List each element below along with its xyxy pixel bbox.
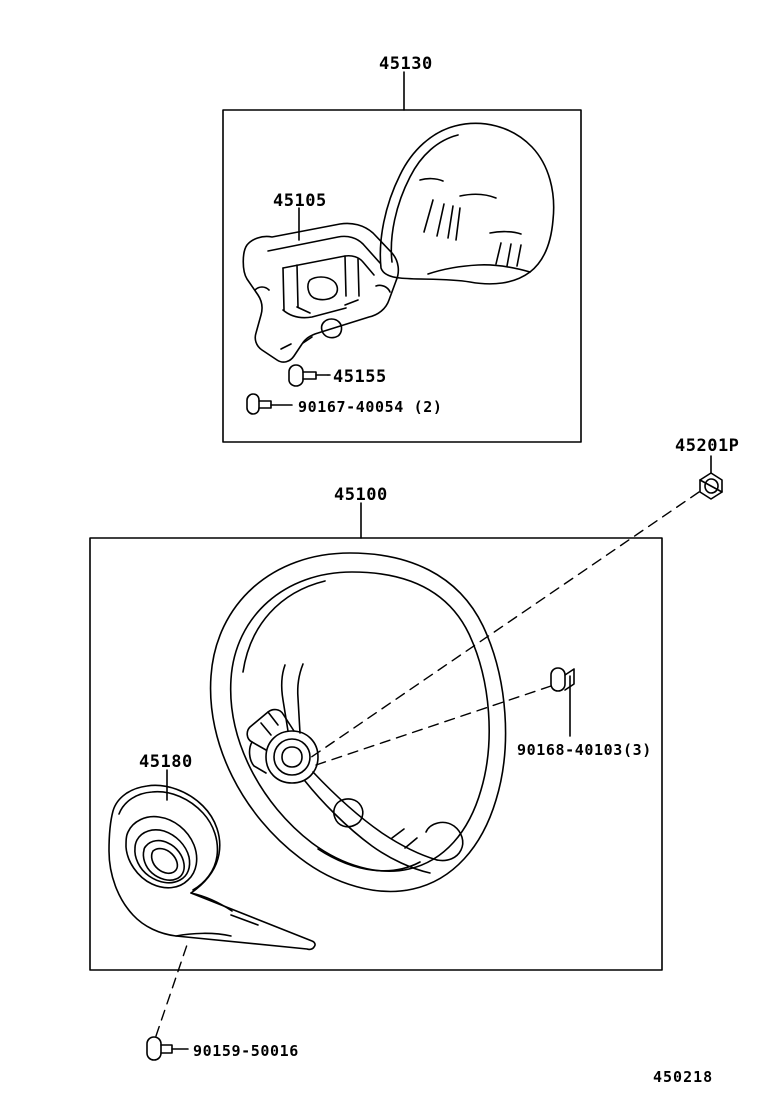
part-label-45201p: 45201P <box>675 436 740 456</box>
part-45201p-shape <box>700 473 722 499</box>
part-90159-50016-shape <box>147 1037 188 1060</box>
part-label-45180: 45180 <box>139 752 193 772</box>
part-label-45105: 45105 <box>273 191 327 211</box>
part-label-45155: 45155 <box>333 367 387 387</box>
part-label-90168-40103: 90168-40103(3) <box>517 741 652 759</box>
part-label-45130: 45130 <box>379 54 433 74</box>
part-label-90167-40054: 90167-40054 (2) <box>298 398 443 416</box>
top-part-box <box>223 110 581 442</box>
part-label-45100: 45100 <box>334 485 388 505</box>
figure-number: 450218 <box>653 1068 714 1086</box>
part-label-90159-50016: 90159-50016 <box>193 1042 299 1060</box>
